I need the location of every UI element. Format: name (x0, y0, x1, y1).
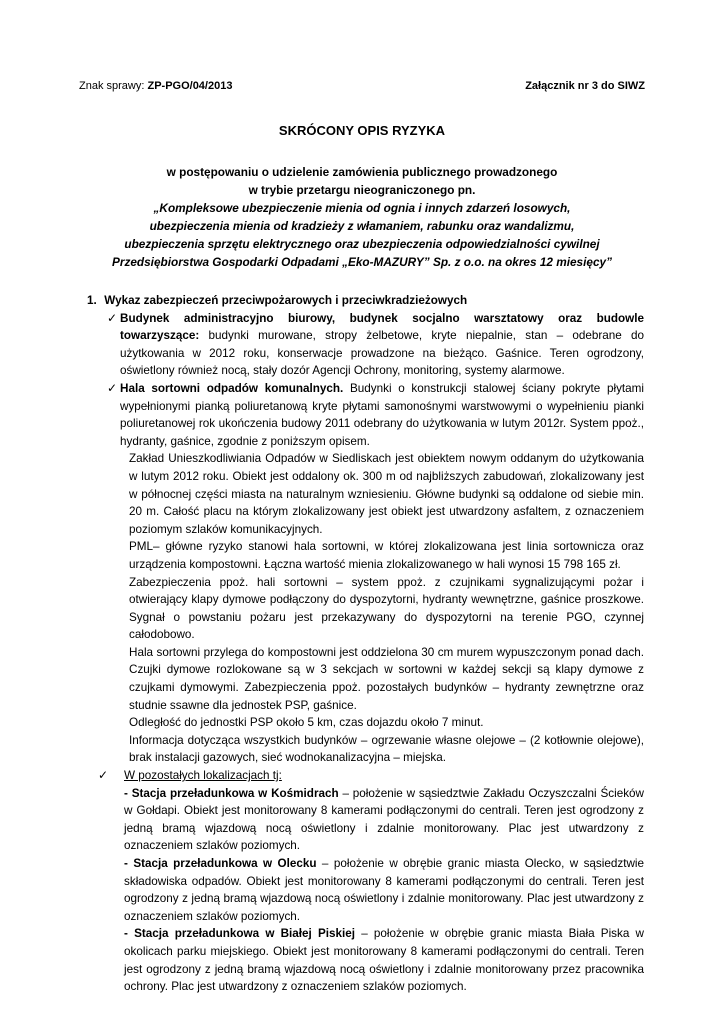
case-number-value: ZP-PGO/04/2013 (147, 80, 233, 92)
intro-line-6: Przedsiębiorstwa Gospodarki Odpadami „Eko-MAZURY” Sp. z o.o. na okres 12 miesięcy” (112, 255, 612, 269)
station-olecko-text: – położenie w obrębie granic miasta Olecko, w sąsiedztwie składowiska odpadów. Obiekt jest monitorowany 8 kamerami podłączonymi do centrali. Teren jest ogrodzony z jedną bramą wjazdową nocą oświetlony i zdalnie monitorowany. Plac jest utwardzony z oznaczeniem szlaków poziomych. (124, 857, 645, 923)
station-kosmidry-title: - Stacja przeładunkowa w Kośmidrach (124, 786, 339, 800)
intro-line-2: w trybie przetargu nieograniczonego pn. (248, 183, 476, 197)
item-2-text: Budynki o konstrukcji stalowej ściany pokryte płytami wypełnionymi pianką poliuretanową kryte płytami samonośnymi warstwowymi o wypełnieniu pianki poliuretanowej rok ukończenia budowy 2011 odebrany do użytkowania w lutym 2012r. System ppoż., hydranty, gaśnice, zgodnie z poniższym opisem. (120, 381, 644, 448)
section-number: 1. (87, 294, 97, 307)
paragraph-compost-hall: Hala sortowni przylega do kompostowni jest oddzielona 30 cm murem wypuszczonym ponad dach. Czujki dymowe rozlokowane są w 3 sekcjach w sortowni w każdej sekcji są klapy dymowe z czujkami dymowymi. Zabezpieczenia ppoż. pozostałych budynków – hydranty zewnętrzne oraz studnie ssawne dla jednostek PSP, gaśnice. (129, 645, 644, 712)
station-kosmidry-text: – położenie w sąsiedztwie Zakładu Oczyszczalni Ścieków w Gołdapi. Obiekt jest monitorowany 8 kamerami podłączonymi do centrali. Teren jest ogrodzony z jedną bramą wjazdową nocą oświetlony i zdalnie monitorowany. Plac jest utwardzony z oznaczeniem szlaków poziomych. (124, 786, 644, 853)
station-olecko (87, 855, 644, 925)
intro-line-5: ubezpieczenia sprzętu elektrycznego oraz ubezpieczenia odpowiedzialności cywilnej (124, 237, 600, 251)
section-heading (87, 292, 644, 310)
item-1-title: Budynek administracyjno biurowy, budynek socjalno warsztatowy oraz budowle towarzyszące: (120, 311, 644, 343)
attachment-label: Załącznik nr 3 do SIWZ (525, 80, 645, 92)
station-kosmidry (87, 785, 644, 855)
checkmark-icon: ✓ (98, 768, 109, 783)
list-item (87, 767, 644, 785)
section-heading-text: Wykaz zabezpieczeń przeciwpożarowych i przeciwkradzieżowych (104, 294, 468, 307)
paragraph-pml: PML– główne ryzyko stanowi hala sortowni, w której zlokalizowana jest linia sortownicza oraz urządzenia kompostowni. Łączna wartość mienia zlokalizowanego w hali wynosi 15 798 165 zł. (129, 540, 644, 571)
station-biala-piska-title: - Stacja przeładunkowa w Białej Piskiej (124, 927, 356, 941)
case-number (79, 80, 232, 92)
paragraph-facility: Zakład Unieszkodliwiania Odpadów w Siedliskach jest obiektem nowym oddanym do użytkowania w lutym 2012 roku. Obiekt jest oddalony ok. 300 m od najbliższych zabudowań, zlokalizowany jest w północnej części miasta na naturalnym wzniesieniu. Główne budynki są oddalone od siebie min. 20 m. Całość placu na którym zlokalizowany jest obiekt jest utwardzony asfaltem, z oznaczeniem poziomym szlaków komunikacyjnych. (129, 452, 644, 536)
section-1 (87, 292, 644, 996)
intro-line-1: w postępowaniu o udzielenie zamówienia publicznego prowadzonego (166, 165, 558, 179)
checkmark-icon: ✓ (107, 380, 118, 395)
intro-line-3: „Kompleksowe ubezpieczenie mienia od ognia i innych zdarzeń losowych, (153, 201, 571, 215)
item-1-text: budynki murowane, stropy żelbetowe, kryte niepalnie, stan – odebrane do użytkowania w 2012 roku, konserwacje prowadzone na bieżąco. Gaśnice. Teren ogrodzony, oświetlony również nocą, stały dozór Agencji Ochrony, monitoring, systemy alarmowe. (120, 329, 644, 378)
item-3-lead: W pozostałych lokalizacjach tj: (124, 769, 282, 783)
list-item (87, 310, 644, 380)
paragraph-fire-protection: Zabezpieczenia ppoż. hali sortowni – system ppoż. z czujnikami sygnalizującymi pożar i otwierający klapy dymowe podłączony do dyspozytorni, hydranty wewnętrzne, gaśnice proszkowe. Sygnał o powstaniu pożaru jest przekazywany do dyspozytorni na terenie PGO, czynnej całodobowo. (129, 575, 644, 642)
station-olecko-title: - Stacja przeładunkowa w Olecku (124, 857, 317, 870)
item-2-title: Hala sortowni odpadów komunalnych. (120, 381, 344, 395)
station-biala-piska-text: – położenie w obrębie granic miasta Biała Piska w okolicach parku miejskiego. Obiekt jest monitorowany 8 kamerami podłączonymi do centrali. Teren jest ogrodzony z jedną bramą wjazdową nocą oświetlony i zdalnie monitorowany przez pracownika ochrony. Plac jest utwardzony z oznaczeniem szlaków poziomych. (124, 927, 644, 994)
station-biala-piska (87, 925, 644, 995)
document-title: SKRÓCONY OPIS RYZYKA (278, 123, 446, 138)
paragraph-buildings-info: Informacja dotycząca wszystkich budynków – ogrzewanie własne olejowe – (2 kotłownie olejowe), brak instalacji gazowych, sieć wodnokanalizacyjna – miejska. (129, 733, 644, 765)
checkmark-icon: ✓ (107, 310, 118, 325)
intro-block (0, 163, 724, 271)
intro-line-4: ubezpieczenia mienia od kradzieży z włamaniem, rabunku oraz wandalizmu, (149, 219, 575, 233)
case-number-label: Znak sprawy: (79, 80, 148, 92)
paragraph-fire-station-distance: Odległość do jednostki PSP około 5 km, czas dojazdu około 7 minut. (129, 716, 484, 730)
list-item (87, 380, 644, 450)
